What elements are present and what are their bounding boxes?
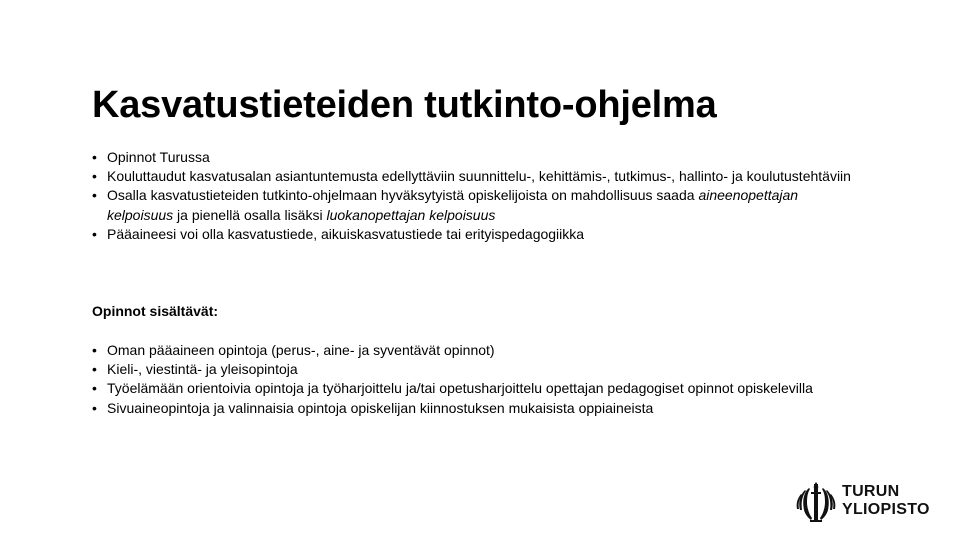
list-item [92, 186, 852, 224]
list-item-text-italic: luokanopettajan kelpoisuus [326, 206, 496, 223]
list-item-text: Työelämään orientoivia opintoja ja työharjoittelu ja/tai opetusharjoittelu opettajan pedagogiset opinnot opiskelevilla [107, 380, 813, 397]
bullet-list-content [92, 341, 852, 418]
bullet-icon: • [92, 399, 97, 416]
list-item [92, 379, 852, 398]
list-item [92, 148, 852, 167]
list-item-text: Osalla kasvatustieteiden tutkinto-ohjelmaan hyväksytyistä opiskelijoista on mahdollisuus saada [107, 187, 699, 204]
list-item-text: ja pienellä osalla lisäksi [173, 206, 327, 223]
list-item-text: Opinnot Turussa [107, 149, 210, 165]
bullet-icon: • [92, 187, 97, 204]
university-logo [794, 480, 944, 524]
university-name-line2: YLIOPISTO [842, 501, 930, 518]
list-item-text: Kouluttaudut kasvatusalan asiantuntemusta edellyttäviin suunnittelu-, kehittämis-, tutkimus-, hallinto- ja koulutustehtäviin [107, 168, 851, 185]
bullet-icon: • [92, 168, 97, 185]
list-item-text: Sivuaineopintoja ja valinnaisia opintoja opiskelijan kiinnostuksen mukaisista oppiaineista [107, 399, 654, 416]
bullet-icon: • [92, 225, 97, 242]
list-item [92, 360, 852, 379]
university-name-line1: TURUN [842, 483, 900, 500]
list-item [92, 341, 852, 360]
university-torch-emblem-icon [794, 480, 838, 524]
list-item-text: Pääaineesi voi olla kasvatustiede, aikuiskasvatustiede tai erityispedagogiikka [107, 225, 585, 242]
bullet-icon: • [92, 342, 97, 358]
bullet-icon: • [92, 380, 97, 397]
bullet-list-main [92, 148, 852, 244]
university-name [842, 483, 930, 519]
list-item-text-italic: aineenopettajan kelpoisuus [107, 187, 799, 223]
list-item-text: Kieli-, viestintä- ja yleisopintoja [107, 361, 298, 378]
list-item [92, 399, 852, 418]
bullet-icon: • [92, 361, 97, 378]
content-subheading: Opinnot sisältävät: [92, 303, 219, 319]
list-item [92, 167, 852, 186]
bullet-icon: • [92, 149, 97, 165]
list-item [92, 225, 852, 244]
slide-title: Kasvatustieteiden tutkinto-ohjelma [92, 84, 717, 126]
list-item-text: Oman pääaineen opintoja (perus-, aine- ja syventävät opinnot) [107, 342, 495, 358]
